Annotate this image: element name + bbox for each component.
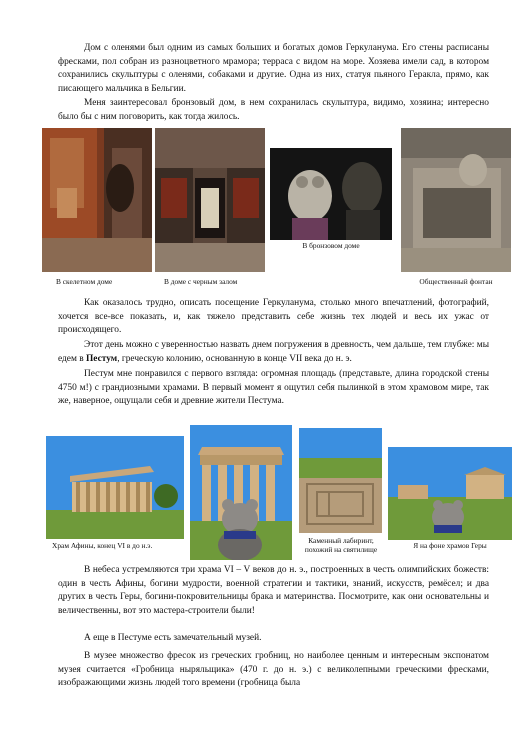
photo-athena-temple xyxy=(46,436,184,539)
paragraph-paestum-first-look: Пестум мне понравился с первого взгляда: огромная площадь (представьте, длина городской стены 4750 м!) с грандиозными храмами. В первый момент я ощутил себя пылинкой в этом храмовом мире, так же, наверное, ощущали себя и древние жители Пестума. xyxy=(58,369,489,407)
caption-skeleton-house: В скелетном доме xyxy=(56,277,113,286)
photo-hera-temples xyxy=(388,447,512,540)
caption-stone-labyrinth: Каменный лабиринт, похожий на святилище xyxy=(304,536,378,554)
photo-temple-with-bear xyxy=(190,425,292,560)
paragraph-herculaneum-impressions: Как оказалось трудно, описать посещение Геркуланума, столько много впечатлений, фотографий, хочется все-все показать, и, как тяжело представить себе жизнь тех людей и весь их ужас от происходящего. xyxy=(58,298,489,336)
photo-bronze-statue xyxy=(270,148,392,240)
paestum-bold: Пестум xyxy=(86,353,118,364)
paragraph-diver-tomb: В музее множество фресок из греческих гробниц, но наиболее ценным и интересным экспонатом музея считается «Гробница ныряльщика» (470 г. до н. э.) с великолепными греческими фресками, изображающими жизнь людей того времени (гробница была xyxy=(58,651,489,689)
paragraph-deer-house: Дом с оленями был одним из самых больших и богатых домов Геркуланума. Его стены расписаны фресками, пол собран из разноцветного мрамора; терраса с видом на море. Хозяева имели сад, в котором сохранились скульптуры с оленями, собаками и другие. Одна из них, статуя пьяного Геракла, прямо, как писающего мальчика в Бельгии. xyxy=(58,43,489,94)
paragraph-museum: А еще в Пестуме есть замечательный музей. xyxy=(84,633,262,643)
paragraph-bronze-house: Меня заинтересовал бронзовый дом, в нем сохранилась скульптура, видимо, хозяина; интересно было бы с ним поговорить, как тогда жилось. xyxy=(58,98,489,122)
photo-stone-labyrinth xyxy=(299,428,382,533)
caption-public-fountain: Общественный фонтан xyxy=(419,277,493,286)
caption-black-hall-house: В доме с черным залом xyxy=(164,277,238,286)
caption-hera-temples: Я на фоне храмов Геры xyxy=(413,541,487,550)
paragraph-paestum-intro: Этот день можно с уверенностью назвать днем погружения в древность, чем дальше, тем глубже: мы едем в Пестум, греческую колонию, основанную в конце VII века до н. э. xyxy=(58,340,489,364)
paragraph-three-temples: В небеса устремляются три храма VI – V веков до н. э., построенных в честь олимпийских божеств: один в честь Афины, богини мудрости, военной стратегии и тактики, знаний, искусств, ремёсел; и два других в честь Геры, богини-покровительницы брака и материнства. Посмотрите, как они основательны и величественны, вот это мастера-строители были! xyxy=(58,565,489,616)
photo-black-hall-house xyxy=(155,128,265,272)
photo-public-fountain xyxy=(401,128,511,272)
caption-bronze-house: В бронзовом доме xyxy=(302,241,360,250)
caption-athena-temple: Храм Афины, конец VI в до н.э. xyxy=(52,541,153,550)
photo-skeleton-house xyxy=(42,128,152,272)
